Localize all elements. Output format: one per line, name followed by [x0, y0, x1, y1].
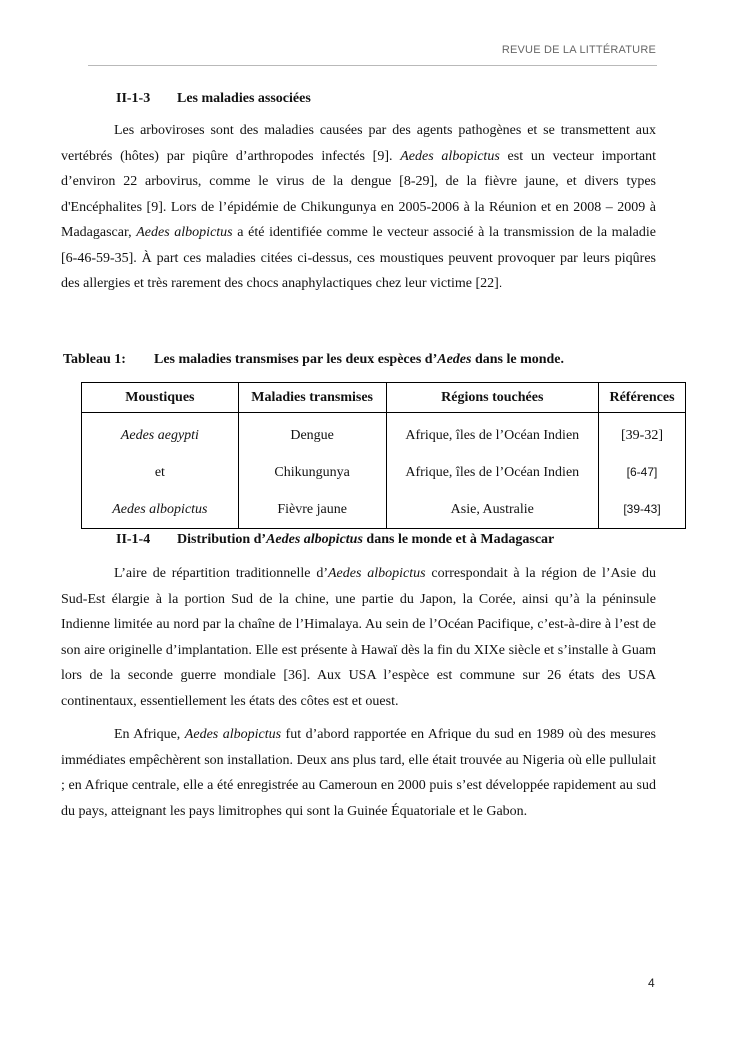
cell-mosquito — [82, 491, 239, 529]
table-caption-text: Les maladies transmises par les deux espèces d’ — [154, 352, 438, 367]
reference-text: [39-43] — [623, 501, 661, 516]
paragraph-text: En Afrique, — [114, 727, 185, 742]
cell-region: Afrique, îles de l’Océan Indien — [386, 413, 599, 455]
table-row — [82, 491, 686, 529]
table-row — [82, 413, 686, 455]
page-number: 4 — [648, 976, 655, 990]
section-heading-maladies — [116, 91, 311, 107]
table-caption-label: Tableau 1: — [63, 352, 126, 367]
species-name: Aedes albopictus — [136, 225, 233, 240]
column-header-regions: Régions touchées — [386, 383, 599, 413]
paragraph-text: fut d’abord rapportée en Afrique du sud en 1989 où des mesures immédiates empêchèrent son installation. Deux ans plus tard, elle était trouvée au Nigeria où elle pullulait ; en Afrique centrale, elle a été enregistrée au Cameroun en 2000 puis s’est développée rapidement au sud du pays, atteignant les pays limitrophes qui sont la Guinée Équatoriale et le Gabon. — [61, 727, 656, 819]
paragraph-text: est un vecteur important d’environ 22 arbovirus, comme le virus de la dengue [8-29], de la fièvre jaune, et divers types d'Encéphalites [9]. Lors de l’épidémie de Chikungunya en 2005-2006 à la Réunion et en 2008 – 2009 à Madagascar, — [61, 148, 656, 240]
section-heading-distribution — [116, 532, 554, 548]
column-header-diseases: Maladies transmises — [238, 383, 386, 413]
paragraph-text: L’aire de répartition traditionnelle d’ — [114, 566, 328, 581]
table-caption-text: dans le monde. — [471, 352, 565, 367]
paragraph-text: Les arboviroses sont des maladies causées par des agents pathogènes et se transmettent aux vertébrés (hôtes) par piqûre d’arthropodes infectés [9]. — [61, 123, 656, 164]
paragraph-afrique — [61, 722, 656, 824]
paragraph-maladies — [61, 118, 656, 297]
cell-reference — [599, 454, 686, 491]
column-header-mosquitoes: Moustiques — [82, 383, 239, 413]
section-number: II-1-3 — [116, 91, 151, 106]
column-header-references: Références — [599, 383, 686, 413]
diseases-table — [81, 382, 686, 529]
running-header: REVUE DE LA LITTÉRATURE — [501, 44, 656, 56]
cell-mosquito: et — [82, 454, 239, 491]
section-title: Les maladies associées — [177, 91, 311, 106]
species-name: Aedes aegypti — [120, 427, 199, 443]
section-number: II-1-4 — [116, 532, 151, 547]
table-header-row — [82, 383, 686, 413]
cell-region: Asie, Australie — [386, 491, 599, 529]
header-divider — [88, 65, 657, 66]
section-title: Distribution d’ — [177, 532, 267, 547]
cell-disease: Fièvre jaune — [238, 491, 386, 529]
table-caption — [63, 352, 564, 368]
paragraph-text: correspondait à la région de l’Asie du Sud-Est élargie à la portion Sud de la chine, une partie du Japon, la Corée, ainsi qu’à la péninsule Indienne limitée au nord par la chaîne de l’Himalaya. Au sein de l’Océan Pacifique, c’est-à-dire à l’est de son aire originelle d’implantation. Elle est présente à Hawaï dès la fin du XIXe siècle et s’installe à Guam lors de la seconde guerre mondiale [36]. Aux USA l’espèce est commune sur 26 états des USA continentaux, essentiellement les états des côtes est et ouest. — [61, 566, 656, 709]
table-row — [82, 454, 686, 491]
reference-text: [6-47] — [626, 464, 658, 479]
cell-reference: [39-32] — [599, 413, 686, 455]
species-name: Aedes albopictus — [266, 532, 363, 547]
section-title: dans le monde et à Madagascar — [362, 532, 555, 547]
species-name: Aedes albopictus — [400, 148, 500, 164]
species-name: Aedes albopictus — [112, 501, 208, 517]
cell-disease: Dengue — [238, 413, 386, 455]
species-name: Aedes albopictus — [328, 566, 426, 581]
species-name: Aedes albopictus — [184, 727, 282, 742]
table-caption-species: Aedes — [437, 352, 472, 367]
paragraph-asie — [61, 561, 656, 714]
cell-reference — [599, 491, 686, 529]
cell-disease: Chikungunya — [238, 454, 386, 491]
paragraph-distribution — [61, 561, 656, 824]
paragraph-text: a été identifiée comme le vecteur associé à la transmission de la maladie [6-46-59-35]. À part ces maladies citées ci-dessus, ces moustiques peuvent provoquer par leurs piqûres des allergies et très rarement des chocs anaphylactiques chez leur victime [22] — [61, 225, 656, 291]
cell-region: Afrique, îles de l’Océan Indien — [386, 454, 599, 491]
paragraph-end: . — [498, 276, 503, 290]
cell-mosquito — [82, 413, 239, 455]
